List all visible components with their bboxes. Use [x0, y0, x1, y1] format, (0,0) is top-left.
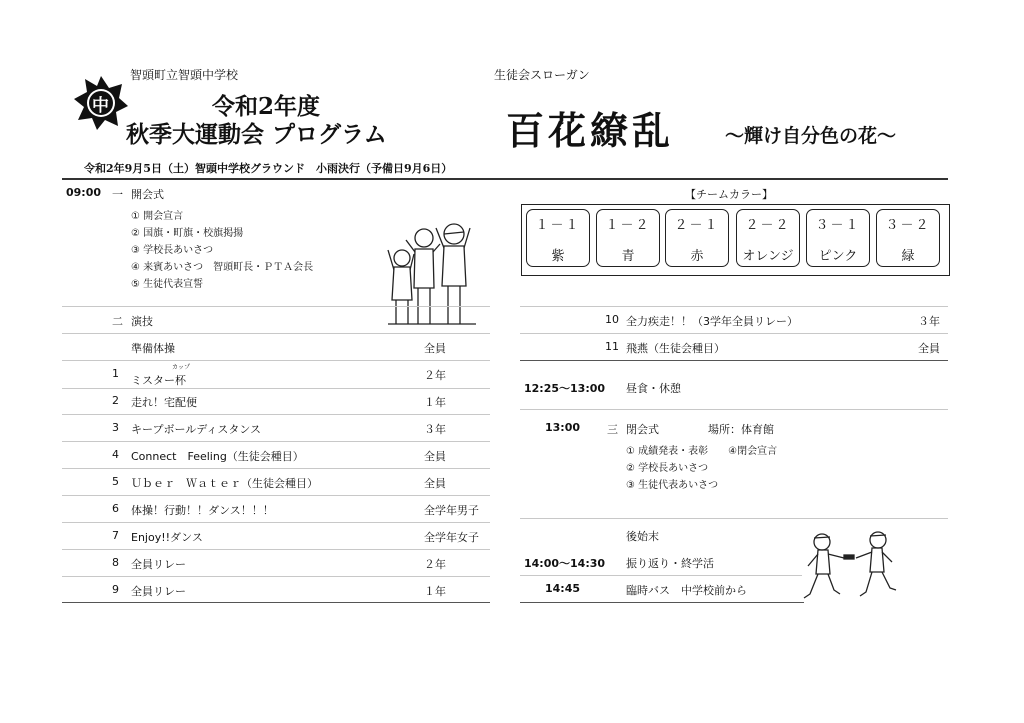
- event-name: 体操！行動！！ダンス！！！: [131, 504, 274, 517]
- header-divider: [62, 178, 948, 180]
- opening-title: 開会式: [131, 188, 164, 201]
- events-end-rule: [520, 360, 948, 361]
- events-title: 演技: [131, 315, 153, 328]
- lunch-label: 昼食・休憩: [626, 382, 681, 395]
- event-info: 令和2年9月5日（土）智頭中学校グラウンド 小雨決行（予備日9月6日）: [84, 162, 453, 175]
- event-number: 9: [112, 583, 119, 596]
- opening-divider: [62, 306, 490, 307]
- event-participants: ２年: [424, 558, 446, 571]
- team-color: 赤: [690, 249, 704, 264]
- left-bottom-rule: [62, 602, 490, 603]
- event-number: 1: [112, 367, 119, 380]
- opening-items: [131, 208, 313, 293]
- table-row: [62, 469, 490, 496]
- cleanup-label: 後始末: [626, 530, 659, 543]
- event-name: 全員リレー: [131, 585, 186, 598]
- table-row: [520, 334, 948, 361]
- event-name: 飛燕（生徒会種目）: [626, 342, 725, 355]
- team-card: [736, 209, 800, 267]
- review-label: 振り返り・終学活: [626, 557, 714, 570]
- list-item: ④ 来賓あいさつ 智頭町長・ＰＴＡ会長: [131, 262, 314, 273]
- opening-num: 一: [112, 188, 123, 201]
- school-name: 智頭町立智頭中学校: [130, 68, 239, 82]
- event-participants: ３年: [918, 315, 940, 328]
- event-participants: 全学年男子: [424, 504, 479, 517]
- event-name: 全力疾走！！（3学年全員リレー）: [626, 315, 798, 328]
- bus-label: 臨時バス 中学校前から: [626, 584, 747, 597]
- team-color: オレンジ: [742, 249, 794, 264]
- closing-items: [626, 443, 777, 494]
- event-participants: １年: [424, 585, 446, 598]
- event-name: キープボールディスタンス: [131, 423, 262, 436]
- event-name: ミスター杯: [131, 374, 186, 387]
- table-row: [62, 496, 490, 523]
- event-participants: 全学年女子: [424, 531, 479, 544]
- slogan-text: 百花繚乱: [506, 108, 675, 153]
- event-number: 5: [112, 475, 119, 488]
- event-number: 6: [112, 502, 119, 515]
- row-divider: [62, 333, 490, 334]
- list-item: ① 成績発表・表彰 ④閉会宣言: [626, 446, 778, 457]
- table-row: [62, 415, 490, 442]
- list-item: ⑤ 生徒代表宣誓: [131, 279, 204, 290]
- event-number: 3: [112, 421, 119, 434]
- team-color: 緑: [901, 249, 915, 264]
- table-row: [62, 523, 490, 550]
- closing-place: 場所：体育館: [708, 423, 774, 436]
- list-item: ① 開会宣言: [131, 211, 184, 222]
- team-class: ２－１: [674, 218, 720, 233]
- event-name: Connect Feeling（生徒会種目）: [131, 450, 304, 463]
- review-time: 14:00～14:30: [524, 557, 606, 570]
- opening-time: 09:00: [66, 186, 102, 199]
- row-divider: [520, 409, 948, 410]
- list-item: ③ 学校長あいさつ: [131, 245, 214, 256]
- row-divider: [520, 575, 802, 576]
- team-class: ３－２: [885, 218, 931, 233]
- school-emblem: [72, 74, 130, 132]
- event-participants: 全員: [424, 450, 446, 463]
- list-item: ② 国旗・町旗・校旗掲揚: [131, 228, 244, 239]
- team-color: ピンク: [818, 249, 858, 264]
- team-colors-heading: 【チームカラー】: [685, 188, 773, 201]
- bus-time: 14:45: [545, 582, 581, 595]
- event-participants: 全員: [918, 342, 940, 355]
- events-num: 二: [112, 315, 123, 328]
- closing-num: 三: [607, 423, 618, 436]
- team-card: [876, 209, 940, 267]
- event-number: 10: [605, 313, 619, 326]
- table-row: [62, 577, 490, 604]
- event-participants: ３年: [424, 423, 446, 436]
- event-name: 走れ！宅配便: [131, 396, 197, 409]
- warmup-who: 全員: [424, 342, 446, 355]
- table-row: [520, 307, 948, 334]
- team-class: ２－２: [745, 218, 791, 233]
- event-participants: １年: [424, 396, 446, 409]
- ruby-text: カップ: [172, 364, 190, 371]
- team-color: 青: [621, 249, 635, 264]
- event-number: 4: [112, 448, 119, 461]
- event-name: Ｕｂｅｒ Ｗａｔｅｒ（生徒会種目）: [131, 477, 318, 490]
- relay-runners-illustration: [800, 528, 900, 604]
- event-number: 2: [112, 394, 119, 407]
- team-card: [806, 209, 870, 267]
- table-row: [62, 388, 490, 415]
- program-title: 秋季大運動会 プログラム: [126, 121, 387, 148]
- list-item: ② 学校長あいさつ: [626, 463, 709, 474]
- slogan-label: 生徒会スローガン: [494, 68, 590, 82]
- program-title-year: 令和2年度: [212, 93, 321, 120]
- table-row: [62, 442, 490, 469]
- event-number: 7: [112, 529, 119, 542]
- lunch-time: 12:25～13:00: [524, 382, 606, 395]
- event-participants: 全員: [424, 477, 446, 490]
- slogan-subtitle: ～輝け自分色の花～: [725, 125, 897, 147]
- table-row: [62, 361, 490, 388]
- closing-title: 閉会式: [626, 423, 659, 436]
- list-item: ③ 生徒代表あいさつ: [626, 480, 719, 491]
- event-name: 全員リレー: [131, 558, 186, 571]
- event-name: Enjoy!!ダンス: [131, 531, 203, 544]
- emblem-char: 中: [92, 96, 109, 116]
- cheering-students-illustration: [384, 220, 484, 330]
- warmup-name: 準備体操: [131, 342, 175, 355]
- team-color: 紫: [551, 249, 565, 264]
- row-divider: [520, 518, 948, 519]
- team-card: [665, 209, 729, 267]
- event-number: 11: [605, 340, 619, 353]
- event-participants: ２年: [424, 369, 446, 382]
- team-class: ３－１: [815, 218, 861, 233]
- table-row: [62, 550, 490, 577]
- team-class: １－１: [535, 218, 581, 233]
- team-class: １－２: [605, 218, 651, 233]
- team-card: [596, 209, 660, 267]
- event-number: 8: [112, 556, 119, 569]
- right-bottom-rule: [520, 602, 804, 603]
- closing-time: 13:00: [545, 421, 581, 434]
- team-card: [526, 209, 590, 267]
